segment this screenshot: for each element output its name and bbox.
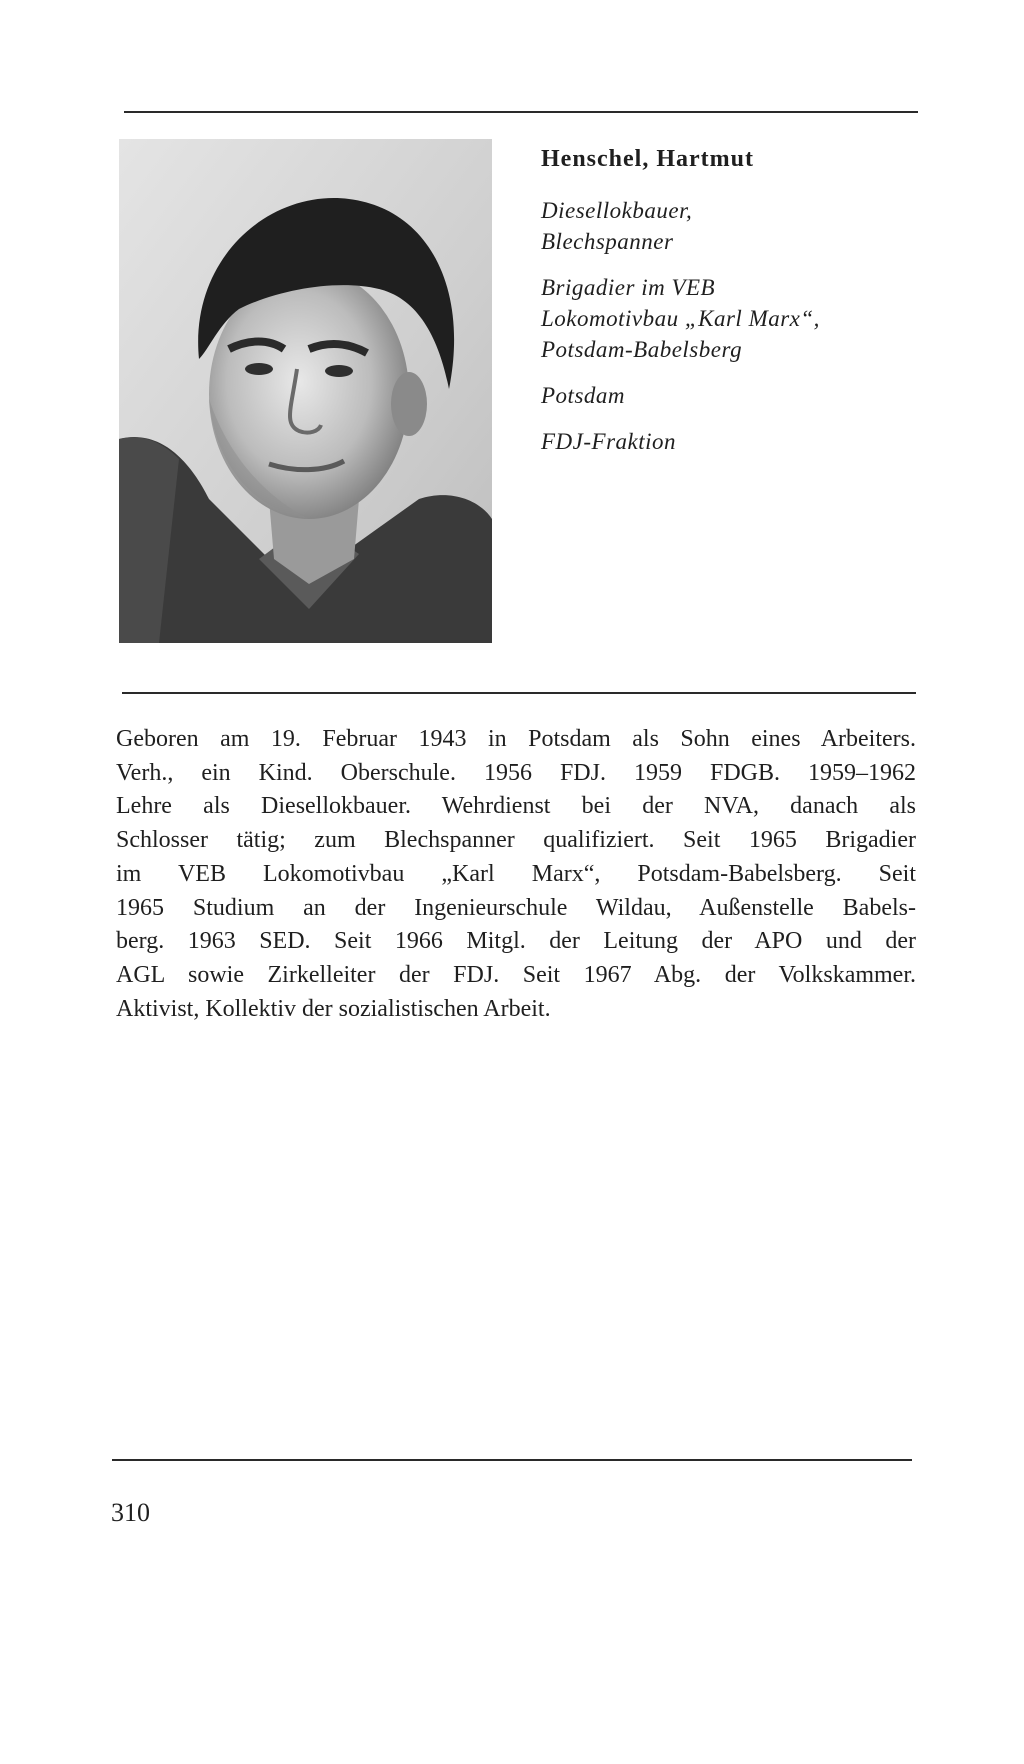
biography-line: AGL sowie Zirkelleiter der FDJ. Seit 1967 Abg. der Volkskammer. (116, 961, 916, 988)
top-rule (124, 111, 918, 113)
position-line: Lokomotivbau „Karl Marx“, (541, 306, 820, 331)
biography-line: Geboren am 19. Februar 1943 in Potsdam als Sohn eines Arbeiters. (116, 726, 916, 752)
occupation-line: Diesellokbauer, (541, 198, 693, 223)
occupation (541, 195, 921, 257)
location-text: Potsdam (541, 383, 625, 408)
middle-rule (122, 692, 916, 694)
biography-line: Lehre als Diesellokbauer. Wehrdienst bei der NVA, danach als (116, 793, 916, 820)
person-name: Henschel, Hartmut (541, 146, 754, 172)
biography-line: 1965 Studium an der Ingenieurschule Wildau, Außenstelle Babels- (116, 894, 916, 921)
occupation-line: Blechspanner (541, 229, 674, 254)
faction-text: FDJ-Fraktion (541, 429, 677, 454)
biography-line: Verh., ein Kind. Oberschule. 1956 FDJ. 1959 FDGB. 1959–1962 (116, 759, 916, 786)
biography-line: berg. 1963 SED. Seit 1966 Mitgl. der Leitung der APO und der (116, 928, 916, 955)
biography-line: im VEB Lokomotivbau „Karl Marx“, Potsdam-Babelsberg. Seit (116, 860, 916, 887)
bottom-rule (112, 1459, 912, 1461)
faction (541, 426, 921, 457)
biography (116, 723, 916, 1026)
position-line: Potsdam-Babelsberg (541, 337, 743, 362)
page-number: 310 (111, 1498, 150, 1527)
position (541, 272, 921, 365)
portrait-photo (119, 139, 492, 643)
biography-line: Aktivist, Kollektiv der sozialistischen Arbeit. (116, 995, 551, 1022)
location (541, 380, 921, 411)
biography-line: Schlosser tätig; zum Blechspanner qualifiziert. Seit 1965 Brigadier (116, 827, 916, 854)
portrait-image (119, 139, 492, 643)
header-info (541, 146, 921, 472)
position-line: Brigadier im VEB (541, 275, 716, 300)
